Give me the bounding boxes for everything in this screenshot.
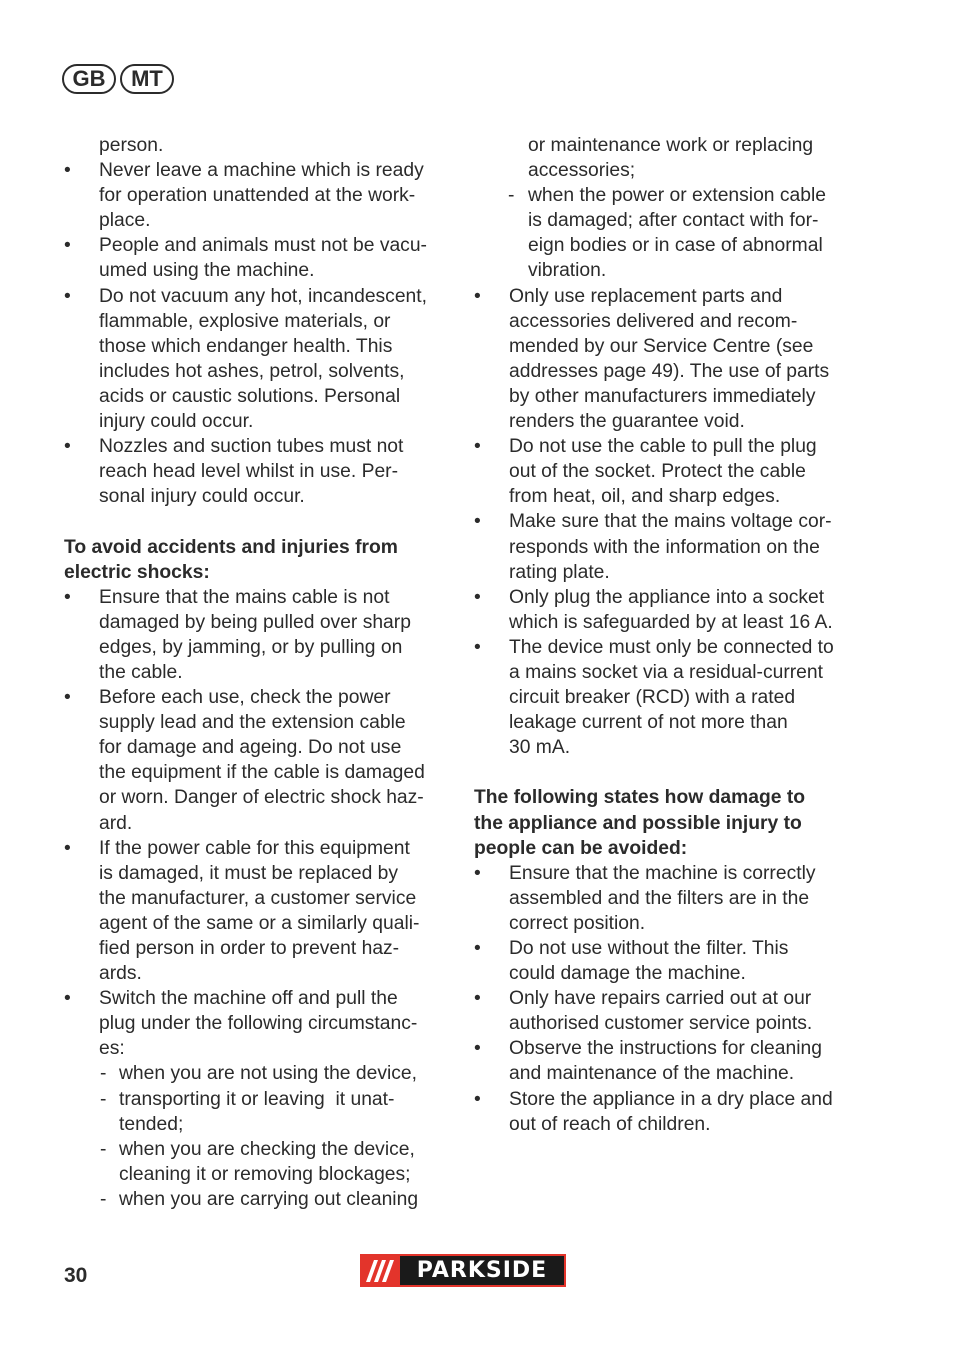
bullet-icon: •: [474, 988, 481, 1010]
item-line: Ensure that the machine is correctly: [509, 862, 816, 884]
item-line: a mains socket via a residual-current: [509, 661, 823, 683]
item-line: agent of the same or a similarly quali-: [99, 912, 420, 934]
item-line: for damage and ageing. Do not use: [99, 737, 402, 759]
bullet-icon: •: [64, 687, 71, 709]
bullet-icon: •: [474, 586, 481, 608]
item-line: rating plate.: [509, 561, 610, 583]
item-line: the cable.: [99, 661, 183, 683]
parkside-logo: [360, 1254, 566, 1287]
item-line: damaged by being pulled over sharp: [99, 611, 411, 633]
bullet-icon: •: [64, 285, 71, 307]
item-line: eign bodies or in case of abnormal: [528, 235, 823, 257]
item-line: or worn. Danger of electric shock haz-: [99, 787, 424, 809]
item-line: leakage current of not more than: [509, 712, 788, 734]
item-line: those which endanger health. This: [99, 335, 393, 357]
item-line: Nozzles and suction tubes must not: [99, 436, 404, 458]
bullet-item: [64, 585, 454, 685]
bullet-icon: •: [474, 511, 481, 533]
continued-line: person.: [99, 135, 164, 156]
continued-line: or maintenance work or replacing: [528, 135, 814, 156]
item-line: ard.: [99, 812, 133, 834]
bullet-item: [64, 158, 454, 233]
item-line: when you are not using the device,: [119, 1063, 417, 1085]
bullet-item: [474, 986, 866, 1036]
item-line: es:: [99, 1038, 125, 1060]
item-line: Do not use the cable to pull the plug: [509, 436, 817, 458]
bullet-icon: •: [474, 862, 481, 884]
bullet-icon: •: [64, 586, 71, 608]
item-line: out of reach of children.: [509, 1113, 711, 1135]
item-line: the equipment if the cable is damaged: [99, 762, 425, 784]
item-line: ards.: [99, 963, 142, 985]
bullet-item: [64, 836, 454, 987]
item-line: circuit breaker (RCD) with a rated: [509, 687, 796, 709]
item-line: responds with the information on the: [509, 536, 820, 558]
item-line: and maintenance of the machine.: [509, 1063, 795, 1085]
item-line: is damaged; after contact with for-: [528, 210, 819, 232]
item-line: flammable, explosive materials, or: [99, 310, 391, 332]
item-line: vibration.: [528, 260, 607, 282]
item-line: Never leave a machine which is ready: [99, 160, 424, 182]
item-line: could damage the machine.: [509, 963, 746, 985]
item-line: Ensure that the mains cable is not: [99, 586, 390, 608]
item-line: addresses page 49). The use of parts: [509, 360, 830, 382]
item-line: Only use replacement parts and: [509, 285, 783, 307]
dash-icon: -: [100, 1138, 107, 1160]
bullet-icon: •: [64, 235, 71, 257]
item-line: from heat, oil, and sharp edges.: [509, 486, 781, 508]
bullet-icon: •: [64, 160, 71, 182]
bullet-icon: •: [64, 436, 71, 458]
bullet-item: [474, 1036, 866, 1086]
item-line: when you are carrying out cleaning: [119, 1188, 419, 1210]
bullet-item: [64, 986, 454, 1061]
bullet-item: [64, 233, 454, 283]
item-line: sonal injury could occur.: [99, 486, 305, 508]
bullet-item: [474, 509, 866, 584]
bullet-icon: •: [64, 988, 71, 1010]
bullet-item: [474, 635, 866, 760]
right-column: [474, 133, 866, 1137]
item-line: renders the guarantee void.: [509, 411, 745, 433]
item-line: accessories delivered and recom-: [509, 310, 798, 332]
dash-item: [64, 1087, 454, 1137]
bullet-icon: •: [474, 938, 481, 959]
item-line: 30 mA.: [509, 737, 571, 759]
dash-item: [474, 183, 866, 283]
item-line: If the power cable for this equipment: [99, 837, 410, 859]
bullet-icon: •: [64, 837, 71, 859]
item-line: The device must only be connected to: [509, 636, 834, 658]
item-line: acids or caustic solutions. Personal: [99, 385, 401, 407]
dash-icon: -: [100, 1188, 107, 1210]
bullet-item: [474, 434, 866, 509]
bullet-icon: •: [474, 436, 481, 458]
bullet-icon: •: [474, 1088, 481, 1110]
continued-line: accessories;: [528, 160, 636, 182]
bullet-item: [474, 861, 866, 936]
section-heading: people can be avoided:: [474, 837, 688, 859]
item-line: cleaning it or removing blockages;: [119, 1163, 411, 1185]
dash-item: [64, 1061, 454, 1086]
item-line: Store the appliance in a dry place and: [509, 1088, 833, 1110]
bullet-item: [474, 284, 866, 435]
bullet-item: [474, 1087, 866, 1137]
item-line: supply lead and the extension cable: [99, 712, 406, 734]
bullet-icon: •: [474, 636, 481, 658]
bullet-icon: •: [474, 1038, 481, 1060]
logo-stripes-icon: [360, 1254, 400, 1287]
item-line: mended by our Service Centre (see: [509, 335, 814, 357]
item-line: Do not use without the filter. This: [509, 938, 789, 959]
item-line: fied person in order to prevent haz-: [99, 938, 400, 959]
item-line: place.: [99, 210, 151, 232]
section-heading: The following states how damage to: [474, 787, 806, 809]
item-line: reach head level whilst in use. Per-: [99, 461, 399, 483]
bullet-item: [474, 936, 866, 986]
language-badge-mt: MT: [120, 64, 174, 94]
bullet-item: [64, 434, 454, 509]
section-heading: the appliance and possible injury to: [474, 812, 802, 834]
item-line: when you are checking the device,: [119, 1138, 415, 1160]
item-line: the manufacturer, a customer service: [99, 887, 417, 909]
dash-icon: -: [508, 185, 515, 207]
item-line: Do not vacuum any hot, incandescent,: [99, 285, 427, 307]
dash-item: [64, 1137, 454, 1187]
section-heading: To avoid accidents and injuries from: [64, 536, 398, 558]
section-heading: electric shocks:: [64, 561, 210, 583]
language-badge-gb: GB: [62, 64, 116, 94]
brand-name: PARKSIDE: [400, 1256, 564, 1285]
item-line: People and animals must not be vacu-: [99, 235, 427, 257]
item-line: transporting it or leaving it unat-: [119, 1088, 395, 1110]
item-line: out of the socket. Protect the cable: [509, 461, 806, 483]
bullet-item: [474, 585, 866, 635]
bullet-item: [64, 685, 454, 836]
dash-item: [64, 1187, 454, 1212]
item-line: Only have repairs carried out at our: [509, 988, 812, 1010]
item-line: correct position.: [509, 912, 646, 934]
item-line: is damaged, it must be replaced by: [99, 862, 399, 884]
spacer: [474, 760, 866, 785]
left-column: [64, 133, 454, 1212]
item-line: Observe the instructions for cleaning: [509, 1038, 822, 1060]
item-line: injury could occur.: [99, 411, 254, 433]
item-line: tended;: [119, 1113, 184, 1135]
item-line: when the power or extension cable: [528, 185, 826, 207]
item-line: includes hot ashes, petrol, solvents,: [99, 360, 405, 382]
item-line: umed using the machine.: [99, 260, 315, 282]
item-line: Switch the machine off and pull the: [99, 988, 398, 1010]
language-badges: [62, 64, 174, 94]
item-line: Make sure that the mains voltage cor-: [509, 511, 832, 533]
item-line: authorised customer service points.: [509, 1013, 813, 1035]
dash-icon: -: [100, 1063, 107, 1085]
item-line: which is safeguarded by at least 16 A.: [509, 611, 833, 633]
page-number: 30: [64, 1264, 88, 1287]
dash-icon: -: [100, 1088, 107, 1110]
item-line: by other manufacturers immediately: [509, 385, 816, 407]
bullet-icon: •: [474, 285, 481, 307]
item-line: plug under the following circumstanc-: [99, 1013, 418, 1035]
item-line: edges, by jamming, or by pulling on: [99, 636, 403, 658]
bullet-item: [64, 284, 454, 435]
item-line: for operation unattended at the work-: [99, 185, 416, 207]
spacer: [64, 509, 454, 534]
item-line: Only plug the appliance into a socket: [509, 586, 825, 608]
item-line: Before each use, check the power: [99, 687, 391, 709]
item-line: assembled and the filters are in the: [509, 887, 810, 909]
